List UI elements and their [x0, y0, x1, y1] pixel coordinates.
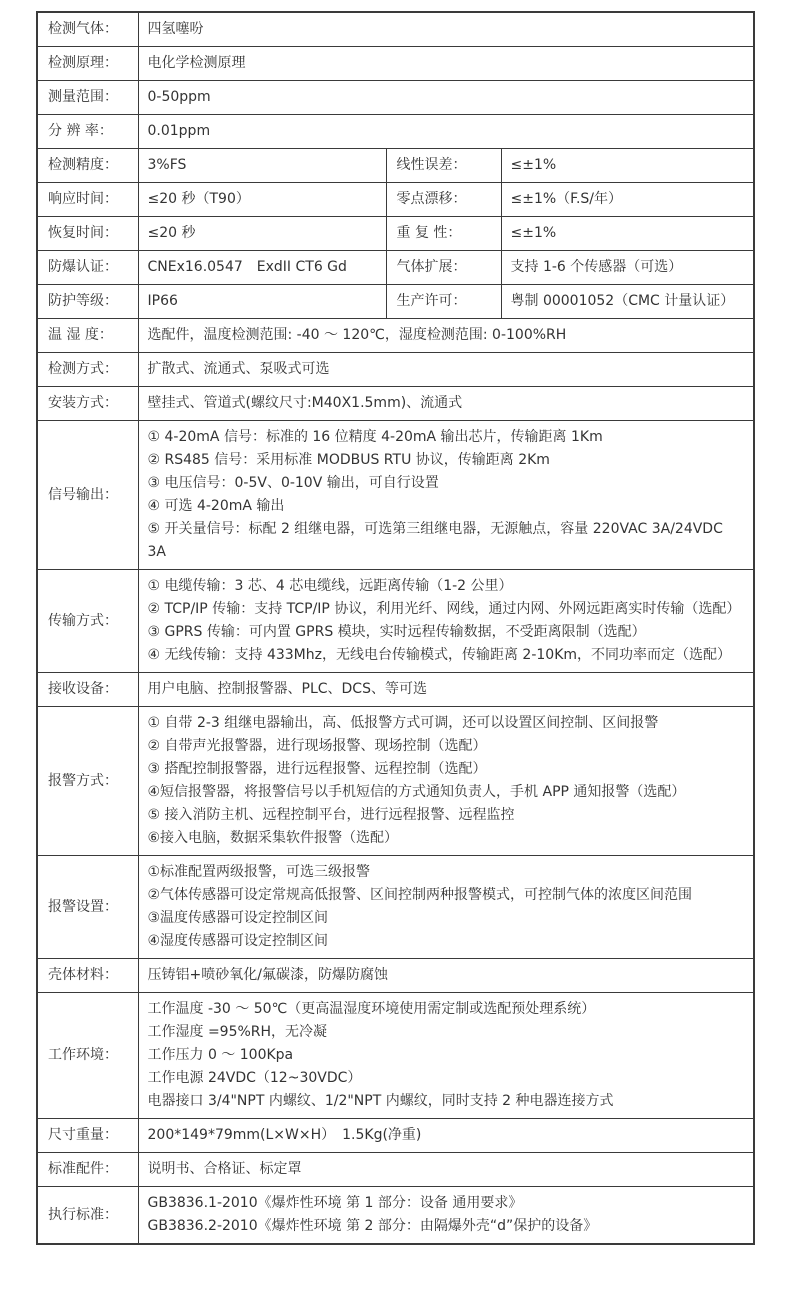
table-row — [37, 673, 754, 707]
table-row — [37, 707, 754, 856]
row-label: 传输方式： — [37, 570, 138, 673]
value-line: ⑤ 开关量信号：标配 2 组继电器，可选第三组继电器，无源触点，容量 220VAC 3A/24VDC 3A — [147, 521, 723, 560]
value-line: ② 自带声光报警器，进行现场报警、现场控制（选配） — [147, 738, 487, 754]
row-label: 零点漂移： — [386, 183, 501, 217]
row-label: 尺寸重量： — [37, 1119, 138, 1153]
spec-table-body — [37, 12, 754, 1244]
row-label: 工作环境： — [37, 993, 138, 1119]
table-row — [37, 12, 754, 47]
value-line: ③ 搭配控制报警器，进行远程报警、远程控制（选配） — [147, 761, 487, 777]
value-line: ① 4-20mA 信号：标准的 16 位精度 4-20mA 输出芯片，传输距离 1Km — [147, 429, 603, 445]
table-row — [37, 993, 754, 1119]
row-value: ≤20 秒 — [138, 217, 386, 251]
table-row — [37, 183, 754, 217]
row-label: 检测气体： — [37, 12, 138, 47]
value-line: ② TCP/IP 传输：支持 TCP/IP 协议，利用光纤、网线，通过内网、外网远距离实时传输（选配） — [147, 601, 741, 617]
row-label: 恢复时间： — [37, 217, 138, 251]
value-line: ① 自带 2-3 组继电器输出，高、低报警方式可调，还可以设置区间控制、区间报警 — [147, 715, 659, 731]
value-line: ① 电缆传输：3 芯、4 芯电缆线，远距离传输（1-2 公里） — [147, 578, 513, 594]
value-line: ①标准配置两级报警，可选三级报警 — [147, 864, 371, 880]
row-value: 四氢噻吩 — [138, 12, 754, 47]
table-row — [37, 319, 754, 353]
row-value: 用户电脑、控制报警器、PLC、DCS、等可选 — [138, 673, 754, 707]
table-row — [37, 81, 754, 115]
row-value: 壁挂式、管道式(螺纹尺寸:M40X1.5mm)、流通式 — [138, 387, 754, 421]
row-value: 0-50ppm — [138, 81, 754, 115]
value-line: 工作湿度 =95%RH，无冷凝 — [147, 1024, 328, 1040]
row-value: 0.01ppm — [138, 115, 754, 149]
row-label: 报警方式： — [37, 707, 138, 856]
row-value — [138, 707, 754, 856]
value-line: 电器接口 3/4"NPT 内螺纹、1/2"NPT 内螺纹，同时支持 2 种电器连接方式 — [147, 1093, 614, 1109]
row-label: 线性误差： — [386, 149, 501, 183]
table-row — [37, 1119, 754, 1153]
value-line: ②气体传感器可设定常规高低报警、区间控制两种报警模式，可控制气体的浓度区间范围 — [147, 887, 693, 903]
row-value: 扩散式、流通式、泵吸式可选 — [138, 353, 754, 387]
row-value: 粤制 00001052（CMC 计量认证） — [501, 285, 754, 319]
value-line: GB3836.1-2010《爆炸性环境 第 1 部分：设备 通用要求》 — [147, 1195, 523, 1211]
table-row — [37, 217, 754, 251]
table-row — [37, 47, 754, 81]
row-value: 说明书、合格证、标定罩 — [138, 1153, 754, 1187]
table-row — [37, 421, 754, 570]
row-label: 检测原理： — [37, 47, 138, 81]
value-line: ④湿度传感器可设定控制区间 — [147, 933, 329, 949]
row-label: 执行标准： — [37, 1187, 138, 1245]
row-value: 压铸铝+喷砂氧化/氟碳漆，防爆防腐蚀 — [138, 959, 754, 993]
value-line: ④短信报警器，将报警信号以手机短信的方式通知负责人，手机 APP 通知报警（选配） — [147, 784, 686, 800]
table-row — [37, 115, 754, 149]
row-label: 防护等级： — [37, 285, 138, 319]
row-value: 电化学检测原理 — [138, 47, 754, 81]
value-line: ③温度传感器可设定控制区间 — [147, 910, 329, 926]
row-value: 3%FS — [138, 149, 386, 183]
table-row — [37, 1153, 754, 1187]
row-label: 气体扩展： — [386, 251, 501, 285]
row-label: 重 复 性： — [386, 217, 501, 251]
row-label: 信号输出： — [37, 421, 138, 570]
row-label: 分 辨 率： — [37, 115, 138, 149]
table-row — [37, 251, 754, 285]
value-line: ③ GPRS 传输：可内置 GPRS 模块，实时远程传输数据，不受距离限制（选配） — [147, 624, 646, 640]
row-value: ≤±1% — [501, 149, 754, 183]
value-line: GB3836.2-2010《爆炸性环境 第 2 部分：由隔爆外壳“d”保护的设备》 — [147, 1218, 598, 1234]
table-row — [37, 856, 754, 959]
row-value: ≤±1% — [501, 217, 754, 251]
row-label: 标准配件： — [37, 1153, 138, 1187]
table-row — [37, 1187, 754, 1245]
spec-sheet — [36, 11, 753, 1245]
row-value — [138, 1187, 754, 1245]
row-label: 测量范围： — [37, 81, 138, 115]
value-line: 工作温度 -30 ～ 50℃（更高温湿度环境使用需定制或选配预处理系统） — [147, 1001, 596, 1017]
table-row — [37, 570, 754, 673]
value-line: ③ 电压信号：0-5V、0-10V 输出，可自行设置 — [147, 475, 439, 491]
row-label: 防爆认证： — [37, 251, 138, 285]
value-line: 工作压力 0 ～ 100Kpa — [147, 1047, 294, 1063]
row-value — [138, 570, 754, 673]
row-label: 温 湿 度： — [37, 319, 138, 353]
value-line: ④ 无线传输：支持 433Mhz，无线电台传输模式，传输距离 2-10Km，不同功率而定（选配） — [147, 647, 732, 663]
row-value: ≤±1%（F.S/年） — [501, 183, 754, 217]
value-line: ⑥接入电脑，数据采集软件报警（选配） — [147, 830, 399, 846]
spec-table — [36, 11, 755, 1245]
row-value — [138, 421, 754, 570]
table-row — [37, 387, 754, 421]
row-value: 支持 1-6 个传感器（可选） — [501, 251, 754, 285]
row-value: ≤20 秒（T90） — [138, 183, 386, 217]
row-label: 生产许可： — [386, 285, 501, 319]
row-label: 接收设备： — [37, 673, 138, 707]
table-row — [37, 149, 754, 183]
table-row — [37, 959, 754, 993]
row-label: 报警设置： — [37, 856, 138, 959]
value-line: 工作电源 24VDC（12~30VDC） — [147, 1070, 362, 1086]
row-label: 检测精度： — [37, 149, 138, 183]
value-line: ② RS485 信号：采用标准 MODBUS RTU 协议，传输距离 2Km — [147, 452, 550, 468]
row-label: 壳体材料： — [37, 959, 138, 993]
value-line: ⑤ 接入消防主机、远程控制平台，进行远程报警、远程监控 — [147, 807, 515, 823]
value-line: ④ 可选 4-20mA 输出 — [147, 498, 285, 514]
row-value: IP66 — [138, 285, 386, 319]
row-value: CNEx16.0547 ExdII CT6 Gd — [138, 251, 386, 285]
row-value: 选配件，温度检测范围: -40 ～ 120℃，湿度检测范围: 0-100%RH — [138, 319, 754, 353]
row-value: 200*149*79mm(L×W×H） 1.5Kg(净重) — [138, 1119, 754, 1153]
row-label: 安装方式： — [37, 387, 138, 421]
row-value — [138, 856, 754, 959]
row-label: 检测方式： — [37, 353, 138, 387]
table-row — [37, 285, 754, 319]
row-label: 响应时间： — [37, 183, 138, 217]
row-value — [138, 993, 754, 1119]
table-row — [37, 353, 754, 387]
